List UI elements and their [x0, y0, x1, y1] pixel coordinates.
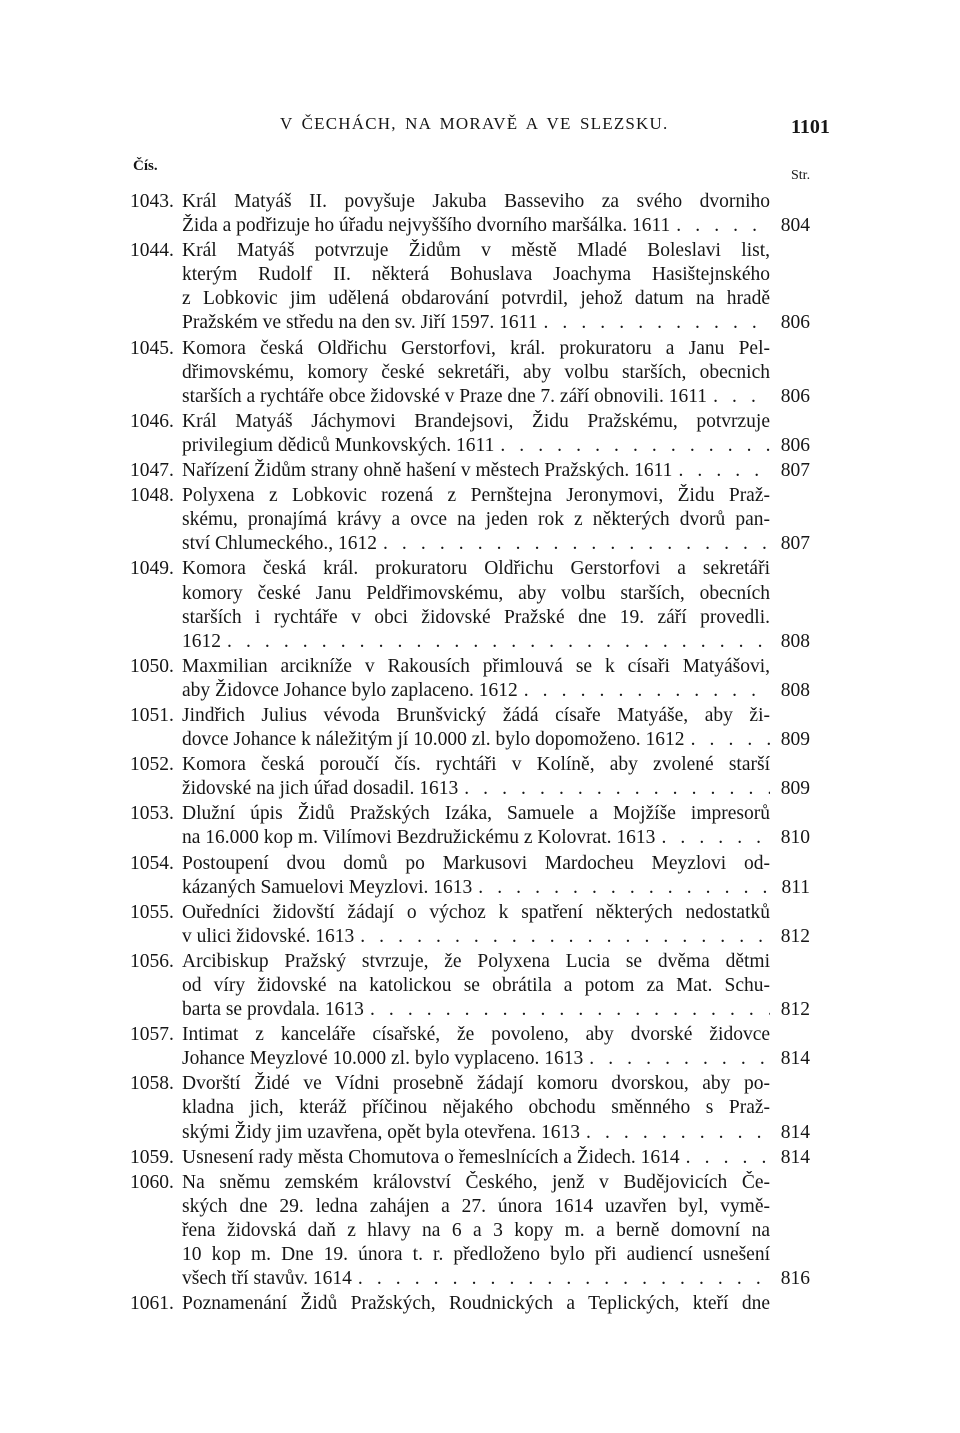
entry-number: 1045.	[130, 337, 174, 359]
entry-page-number: 808	[780, 679, 810, 701]
entry-text: v ulici židovské. 1613	[182, 925, 355, 947]
entry-number: 1049.	[130, 558, 174, 580]
entry-indent	[130, 311, 182, 335]
dot-leader	[583, 1047, 770, 1071]
entry-line	[130, 1243, 810, 1267]
entry-number: 1056.	[130, 950, 174, 972]
entry-number: 1057.	[130, 1024, 174, 1046]
entry-line	[130, 410, 810, 434]
list-item	[130, 1146, 810, 1170]
entry-indent	[130, 1267, 182, 1291]
page-column-spacer	[770, 606, 810, 630]
entry-line	[130, 385, 810, 409]
entry-line	[130, 1267, 810, 1291]
page-column-spacer	[770, 508, 810, 532]
list-item	[130, 1292, 810, 1316]
list-item	[130, 1072, 810, 1144]
entry-number: 1060.	[130, 1171, 174, 1193]
entry-line	[130, 1072, 810, 1096]
entry-text: Nařízení Židům strany ohně hašení v městech Pražských. 1611	[182, 460, 673, 482]
entry-line	[130, 361, 810, 385]
entry-text: Postoupení dvou domů po Markusovi Mardocheu Meyzlovi od-	[182, 852, 770, 874]
entry-page-number: 814	[780, 1048, 810, 1070]
running-title: V ČECHÁCH, NA MORAVĚ A VE SLEZSKU.	[280, 114, 669, 133]
entry-indent	[130, 826, 182, 850]
entry-indent	[130, 1121, 182, 1145]
list-item	[130, 1171, 810, 1291]
entry-indent	[130, 434, 182, 458]
page-column-spacer	[770, 337, 810, 361]
entry-text: od víry židovské na katolickou se obrátila a potom za Mat. Schu-	[182, 975, 770, 996]
page-column-spacer	[770, 1072, 810, 1096]
entry-text: Arcibiskup Pražský stvrzuje, že Polyxena Lucia se dvěma dětmi	[182, 950, 770, 972]
entry-line	[130, 1195, 810, 1219]
entry-number: 1051.	[130, 704, 174, 726]
list-item	[130, 655, 810, 703]
page-column-spacer	[770, 901, 810, 925]
entry-line	[130, 508, 810, 532]
entry-line	[130, 852, 810, 876]
entry-page-number: 809	[780, 778, 810, 800]
entry-line	[130, 1096, 810, 1120]
page-column-spacer	[770, 1243, 810, 1267]
entry-text: Jindřich Julius vévoda Brunšvický žádá císaře Matyáše, aby ži-	[182, 704, 770, 726]
entry-indent	[130, 606, 182, 630]
entry-line	[130, 655, 810, 679]
dot-leader	[672, 459, 770, 483]
entry-indent	[130, 728, 182, 752]
page-column-spacer	[770, 582, 810, 606]
page-column-spacer	[770, 753, 810, 777]
page-column-spacer	[770, 1096, 810, 1120]
list-item	[130, 950, 810, 1022]
entry-page-number: 807	[780, 533, 810, 555]
entry-line	[130, 311, 810, 335]
dot-leader	[494, 434, 770, 458]
entry-page-number: 806	[780, 434, 810, 456]
entry-line	[130, 337, 810, 361]
page-column-spacer	[770, 190, 810, 214]
entry-line	[130, 1121, 810, 1145]
entry-text: dovce Johance k náležitým jí 10.000 zl. bylo dopomoženo. 1612	[182, 729, 685, 751]
entry-line	[130, 190, 810, 214]
entry-line	[130, 532, 810, 556]
entry-text: kladna jich, kteráž příčinou nějakého obchodu směnného s Praž-	[182, 1097, 770, 1119]
entry-text: privilegium dědiců Munkovských. 1611	[182, 434, 495, 456]
entry-number: 1050.	[130, 655, 174, 677]
entry-text: kázaných Samuelovi Meyzlovi. 1613	[182, 876, 473, 898]
entry-text: dřimovskému, komory české sekretáři, aby volbu starších, obecnich	[182, 361, 770, 383]
list-item	[130, 190, 810, 238]
entry-line	[130, 263, 810, 287]
entry-line	[130, 876, 810, 900]
entry-text: Komora česká král. prokuratoru Oldřichu Gerstorfovi a sekretáři	[182, 558, 770, 580]
entry-page-number: 814	[780, 1121, 810, 1143]
entry-text: Dvorští Židé ve Vídni prosebně žádají komoru dvorskou, aby po-	[182, 1073, 770, 1095]
entry-line	[130, 287, 810, 311]
entry-number: 1061.	[130, 1293, 174, 1315]
entry-line	[130, 802, 810, 826]
entry-line	[130, 1146, 810, 1170]
entry-line	[130, 1292, 810, 1316]
entry-list	[130, 190, 810, 1317]
entry-number: 1059.	[130, 1146, 174, 1168]
page-column-spacer	[770, 263, 810, 287]
dot-leader	[537, 311, 770, 335]
entry-line	[130, 582, 810, 606]
page-column-spacer	[770, 1171, 810, 1195]
page-column-spacer	[770, 1292, 810, 1316]
entry-indent	[130, 1219, 182, 1243]
entry-indent	[130, 876, 182, 900]
page-column-spacer	[770, 287, 810, 311]
dot-leader	[655, 826, 770, 850]
dot-leader	[707, 385, 770, 409]
entry-number: 1053.	[130, 803, 174, 825]
entry-number: 1043.	[130, 191, 174, 212]
page-column-spacer	[770, 410, 810, 434]
entry-line	[130, 728, 810, 752]
entry-indent	[130, 1096, 182, 1120]
dot-leader	[221, 630, 770, 654]
entry-text: Poznamenání Židů Pražských, Roudnických a Teplických, kteří dne	[182, 1293, 770, 1315]
entry-line	[130, 826, 810, 850]
entry-text: Král Matyáš Jáchymovi Brandejsovi, Židu Pražskému, potvrzuje	[182, 410, 770, 432]
entry-line	[130, 679, 810, 703]
entry-page-number: 809	[780, 729, 810, 751]
entry-text: Johance Meyzlové 10.000 zl. bylo vyplaceno. 1613	[182, 1048, 584, 1070]
entry-number: 1048.	[130, 485, 174, 507]
list-item	[130, 1023, 810, 1071]
entry-text: 10 kop m. Dne 19. února t. r. předloženo bylo při audiencí usnešení	[182, 1244, 770, 1266]
entry-line	[130, 214, 810, 238]
page-column-spacer	[770, 1219, 810, 1243]
entry-text: kterým Rudolf II. některá Bohuslava Joachyma Hasištejnského	[182, 264, 770, 286]
entry-text: řena židovská daň z hlavy na 6 a 3 kopy m. a berně domovní na	[182, 1219, 770, 1241]
column-header-page: Str.	[791, 168, 811, 183]
entry-line	[130, 459, 810, 483]
entry-line	[130, 704, 810, 728]
entry-text: 1612	[182, 630, 221, 652]
list-item	[130, 557, 810, 653]
entry-line	[130, 1171, 810, 1195]
entry-indent	[130, 1047, 182, 1071]
dot-leader	[458, 777, 770, 801]
list-item	[130, 802, 810, 850]
entry-indent	[130, 679, 182, 703]
entry-text: Polyxena z Lobkovic rozená z Pernštejna Jeronymovi, Židu Praž-	[182, 485, 770, 507]
list-item	[130, 901, 810, 949]
column-header-number: Čís.	[133, 158, 158, 174]
entry-page-number: 811	[781, 876, 810, 898]
entry-indent	[130, 925, 182, 949]
entry-text: Komora česká Oldřichu Gerstorfovi, král. prokuratoru a Janu Pel-	[182, 337, 770, 359]
entry-number: 1052.	[130, 754, 174, 776]
entry-number: 1054.	[130, 852, 174, 874]
entry-text: Žida a podřizuje ho úřadu nejvyššího dvorního maršálka. 1611	[182, 215, 671, 237]
page-column-spacer	[770, 239, 810, 263]
list-item	[130, 484, 810, 556]
page-column-spacer	[770, 1195, 810, 1219]
list-item	[130, 852, 810, 900]
entry-indent	[130, 385, 182, 409]
entry-text: Maxmilian arcikníže v Rakousích přimlouvá se k císaři Matyášovi,	[182, 655, 770, 677]
entry-text: Král Matyáš II. povyšuje Jakuba Basseviho za svého dvorniho	[182, 191, 770, 212]
entry-text: Král Matyáš potvrzuje Židům v městě Mladé Boleslavi list,	[182, 240, 770, 262]
entry-text: skými Židy jim uzavřena, opět byla otevřena. 1613	[182, 1121, 581, 1143]
entry-line	[130, 484, 810, 508]
dot-leader	[364, 998, 770, 1022]
dot-leader	[680, 1146, 770, 1170]
entry-text: komory české Janu Peldřimovskému, aby volbu starších, obecních	[182, 582, 770, 604]
entry-indent	[130, 1243, 182, 1267]
entry-text: Komora česká poroučí čís. rychtáři v Kolíně, aby zvolené starší	[182, 754, 770, 776]
dot-leader	[352, 1267, 770, 1291]
entry-page-number: 806	[780, 385, 810, 407]
entry-text: Na sněmu zemském království Českého, jenž v Budějovicích Če-	[182, 1171, 770, 1193]
list-item	[130, 410, 810, 458]
entry-indent	[130, 287, 182, 311]
entry-line	[130, 925, 810, 949]
entry-text: Dlužní úpis Židů Pražských Izáka, Samuele a Mojžíše impresorů	[182, 803, 770, 825]
entry-page-number: 806	[780, 312, 810, 334]
entry-page-number: 810	[780, 827, 810, 849]
entry-line	[130, 974, 810, 998]
entry-indent	[130, 777, 182, 801]
entry-line	[130, 1047, 810, 1071]
dot-leader	[354, 925, 770, 949]
entry-page-number: 816	[780, 1268, 810, 1290]
entry-page-number: 812	[780, 925, 810, 947]
page-column-spacer	[770, 557, 810, 581]
entry-indent	[130, 630, 182, 654]
entry-text: všech tří stavův. 1614	[182, 1268, 352, 1290]
entry-indent	[130, 974, 182, 998]
entry-line	[130, 434, 810, 458]
entry-text: starších a rychtáře obce židovské v Praze dne 7. září obnovili. 1611	[182, 385, 708, 407]
dot-leader	[518, 679, 770, 703]
entry-text: na 16.000 kop m. Vilímovi Bezdružickému z Kolovrat. 1613	[182, 827, 656, 849]
entry-line	[130, 998, 810, 1022]
dot-leader	[580, 1121, 770, 1145]
dot-leader	[685, 728, 770, 752]
entry-number: 1058.	[130, 1073, 174, 1095]
entry-indent	[130, 582, 182, 606]
page-number: 1101	[791, 116, 830, 138]
entry-line	[130, 777, 810, 801]
entry-text: židovské na jich úřad dosadil. 1613	[182, 778, 459, 800]
entry-text: Usnesení rady města Chomutova o řemeslnících a Židech. 1614	[182, 1146, 680, 1168]
page-column-spacer	[770, 655, 810, 679]
entry-line	[130, 1023, 810, 1047]
entry-line	[130, 1219, 810, 1243]
entry-indent	[130, 361, 182, 385]
entry-page-number: 808	[780, 630, 810, 652]
page-column-spacer	[770, 950, 810, 974]
entry-page-number: 807	[780, 460, 810, 482]
list-item	[130, 753, 810, 801]
entry-page-number: 812	[780, 999, 810, 1021]
page-column-spacer	[770, 974, 810, 998]
entry-line	[130, 630, 810, 654]
entry-line	[130, 753, 810, 777]
page-column-spacer	[770, 704, 810, 728]
entry-line	[130, 901, 810, 925]
page-column-spacer	[770, 361, 810, 385]
entry-number: 1047.	[130, 460, 174, 482]
entry-page-number: 814	[780, 1146, 810, 1168]
entry-indent	[130, 263, 182, 287]
entry-indent	[130, 998, 182, 1022]
entry-number: 1046.	[130, 410, 174, 432]
entry-text: Ouředníci židovští žádají o výchoz k spatření některých nedostatků	[182, 901, 770, 923]
page-column-spacer	[770, 802, 810, 826]
list-item	[130, 459, 810, 483]
entry-text: z Lobkovic jim udělená obdarování potvrdil, jehož datum na hradě	[182, 288, 770, 310]
page-column-spacer	[770, 1023, 810, 1047]
dot-leader	[670, 214, 770, 238]
entry-text: ství Chlumeckého., 1612	[182, 533, 377, 555]
entry-indent	[130, 532, 182, 556]
page-column-spacer	[770, 852, 810, 876]
dot-leader	[377, 532, 770, 556]
list-item	[130, 337, 810, 409]
list-item	[130, 239, 810, 335]
entry-number: 1044.	[130, 240, 174, 262]
entry-text: skému, pronajímá krávy a ovce na jeden rok z některých dvorů pan-	[182, 509, 770, 531]
entry-indent	[130, 1195, 182, 1219]
list-item	[130, 704, 810, 752]
entry-number: 1055.	[130, 901, 174, 923]
entry-text: aby Židovce Johance bylo zaplaceno. 1612	[182, 679, 518, 701]
entry-text: ských dne 29. ledna zahájen a 27. února 1614 uzavřen byl, vymě-	[182, 1195, 770, 1217]
dot-leader	[472, 876, 770, 900]
entry-page-number: 804	[780, 215, 810, 237]
entry-text: starších i rychtáře v obci židovské Pražské dne 19. září provedli.	[182, 606, 770, 628]
entry-line	[130, 239, 810, 263]
entry-text: barta se provdala. 1613	[182, 999, 364, 1021]
entry-text: Intimat z kanceláře císařské, že povoleno, aby dvorské židovce	[182, 1024, 770, 1046]
entry-line	[130, 950, 810, 974]
page-column-spacer	[770, 484, 810, 508]
entry-text: Pražském ve středu na den sv. Jiří 1597. 1611	[182, 312, 538, 334]
entry-line	[130, 606, 810, 630]
entry-indent	[130, 508, 182, 532]
entry-indent	[130, 214, 182, 238]
entry-line	[130, 557, 810, 581]
